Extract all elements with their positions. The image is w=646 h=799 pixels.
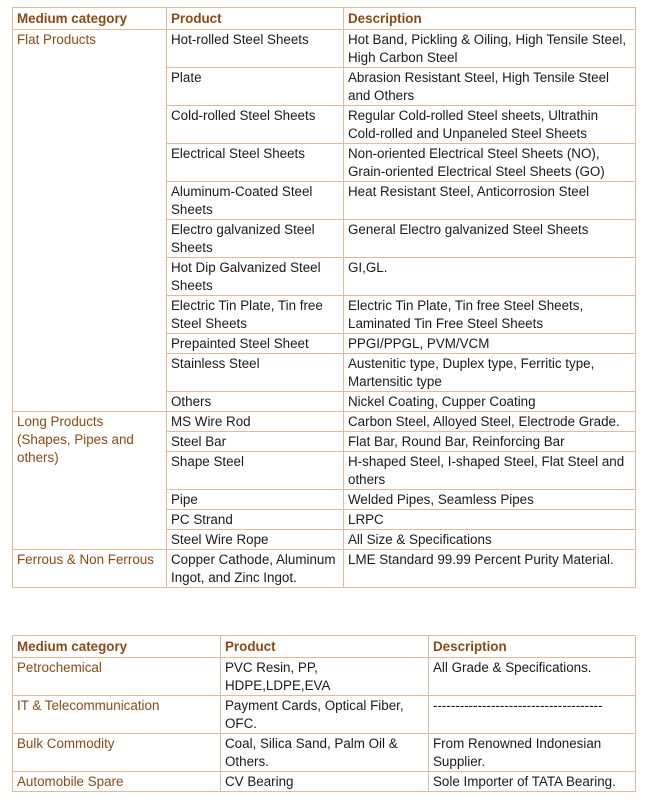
table-row bbox=[13, 30, 636, 68]
description-cell: Non-oriented Electrical Steel Sheets (NO), Grain-oriented Electrical Steel Sheets (GO) bbox=[344, 144, 636, 182]
product-cell: Shape Steel bbox=[167, 452, 344, 490]
product-cell: Payment Cards, Optical Fiber, OFC. bbox=[221, 696, 429, 734]
medium-category-cell: Long Products (Shapes, Pipes and others) bbox=[13, 412, 167, 550]
medium-category-cell: Flat Products bbox=[13, 30, 167, 412]
description-cell: H-shaped Steel, I-shaped Steel, Flat Steel and others bbox=[344, 452, 636, 490]
product-cell: Coal, Silica Sand, Palm Oil & Others. bbox=[221, 734, 429, 772]
description-cell: General Electro galvanized Steel Sheets bbox=[344, 220, 636, 258]
product-cell: Hot Dip Galvanized Steel Sheets bbox=[167, 258, 344, 296]
medium-category-cell: IT & Telecommunication bbox=[13, 696, 221, 734]
description-cell: Nickel Coating, Cupper Coating bbox=[344, 392, 636, 412]
table-row bbox=[13, 772, 636, 792]
product-cell: Others bbox=[167, 392, 344, 412]
description-cell: Electric Tin Plate, Tin free Steel Sheets, Laminated Tin Free Steel Sheets bbox=[344, 296, 636, 334]
description-cell: GI,GL. bbox=[344, 258, 636, 296]
product-cell: Prepainted Steel Sheet bbox=[167, 334, 344, 354]
table-row bbox=[13, 550, 636, 588]
product-cell: Cold-rolled Steel Sheets bbox=[167, 106, 344, 144]
medium-category-cell: Automobile Spare bbox=[13, 772, 221, 792]
table-header-row bbox=[13, 636, 636, 658]
description-cell: -------------------------------------- bbox=[429, 696, 636, 734]
other-categories-table bbox=[12, 635, 636, 792]
description-cell: Carbon Steel, Alloyed Steel, Electrode Grade. bbox=[344, 412, 636, 432]
product-cell: Electric Tin Plate, Tin free Steel Sheets bbox=[167, 296, 344, 334]
header-medium-category: Medium category bbox=[13, 636, 221, 658]
product-cell: Plate bbox=[167, 68, 344, 106]
table-row bbox=[13, 734, 636, 772]
product-cell: Steel Bar bbox=[167, 432, 344, 452]
product-cell: CV Bearing bbox=[221, 772, 429, 792]
product-cell: MS Wire Rod bbox=[167, 412, 344, 432]
medium-category-cell: Bulk Commodity bbox=[13, 734, 221, 772]
header-medium-category: Medium category bbox=[13, 8, 167, 30]
description-cell: Sole Importer of TATA Bearing. bbox=[429, 772, 636, 792]
product-cell: Aluminum-Coated Steel Sheets bbox=[167, 182, 344, 220]
description-cell: Flat Bar, Round Bar, Reinforcing Bar bbox=[344, 432, 636, 452]
description-cell: PPGI/PPGL, PVM/VCM bbox=[344, 334, 636, 354]
product-cell: Copper Cathode, Aluminum Ingot, and Zinc Ingot. bbox=[167, 550, 344, 588]
header-product: Product bbox=[221, 636, 429, 658]
header-product: Product bbox=[167, 8, 344, 30]
description-cell: Abrasion Resistant Steel, High Tensile Steel and Others bbox=[344, 68, 636, 106]
description-cell: All Grade & Specifications. bbox=[429, 658, 636, 696]
product-cell: Steel Wire Rope bbox=[167, 530, 344, 550]
description-cell: Regular Cold-rolled Steel sheets, Ultrathin Cold-rolled and Unpaneled Steel Sheets bbox=[344, 106, 636, 144]
product-cell: Hot-rolled Steel Sheets bbox=[167, 30, 344, 68]
table-row bbox=[13, 658, 636, 696]
header-description: Description bbox=[429, 636, 636, 658]
product-cell: Electro galvanized Steel Sheets bbox=[167, 220, 344, 258]
description-cell: LRPC bbox=[344, 510, 636, 530]
description-cell: All Size & Specifications bbox=[344, 530, 636, 550]
table-header-row bbox=[13, 8, 636, 30]
description-cell: From Renowned Indonesian Supplier. bbox=[429, 734, 636, 772]
product-cell: Electrical Steel Sheets bbox=[167, 144, 344, 182]
product-cell: PC Strand bbox=[167, 510, 344, 530]
description-cell: Heat Resistant Steel, Anticorrosion Steel bbox=[344, 182, 636, 220]
table-row bbox=[13, 696, 636, 734]
description-cell: Austenitic type, Duplex type, Ferritic type, Martensitic type bbox=[344, 354, 636, 392]
medium-category-cell: Ferrous & Non Ferrous bbox=[13, 550, 167, 588]
table-row bbox=[13, 412, 636, 432]
medium-category-cell: Petrochemical bbox=[13, 658, 221, 696]
product-cell: Stainless Steel bbox=[167, 354, 344, 392]
description-cell: Welded Pipes, Seamless Pipes bbox=[344, 490, 636, 510]
product-cell: PVC Resin, PP, HDPE,LDPE,EVA bbox=[221, 658, 429, 696]
product-cell: Pipe bbox=[167, 490, 344, 510]
header-description: Description bbox=[344, 8, 636, 30]
description-cell: LME Standard 99.99 Percent Purity Material. bbox=[344, 550, 636, 588]
flat-long-products-table bbox=[12, 7, 636, 588]
description-cell: Hot Band, Pickling & Oiling, High Tensile Steel, High Carbon Steel bbox=[344, 30, 636, 68]
